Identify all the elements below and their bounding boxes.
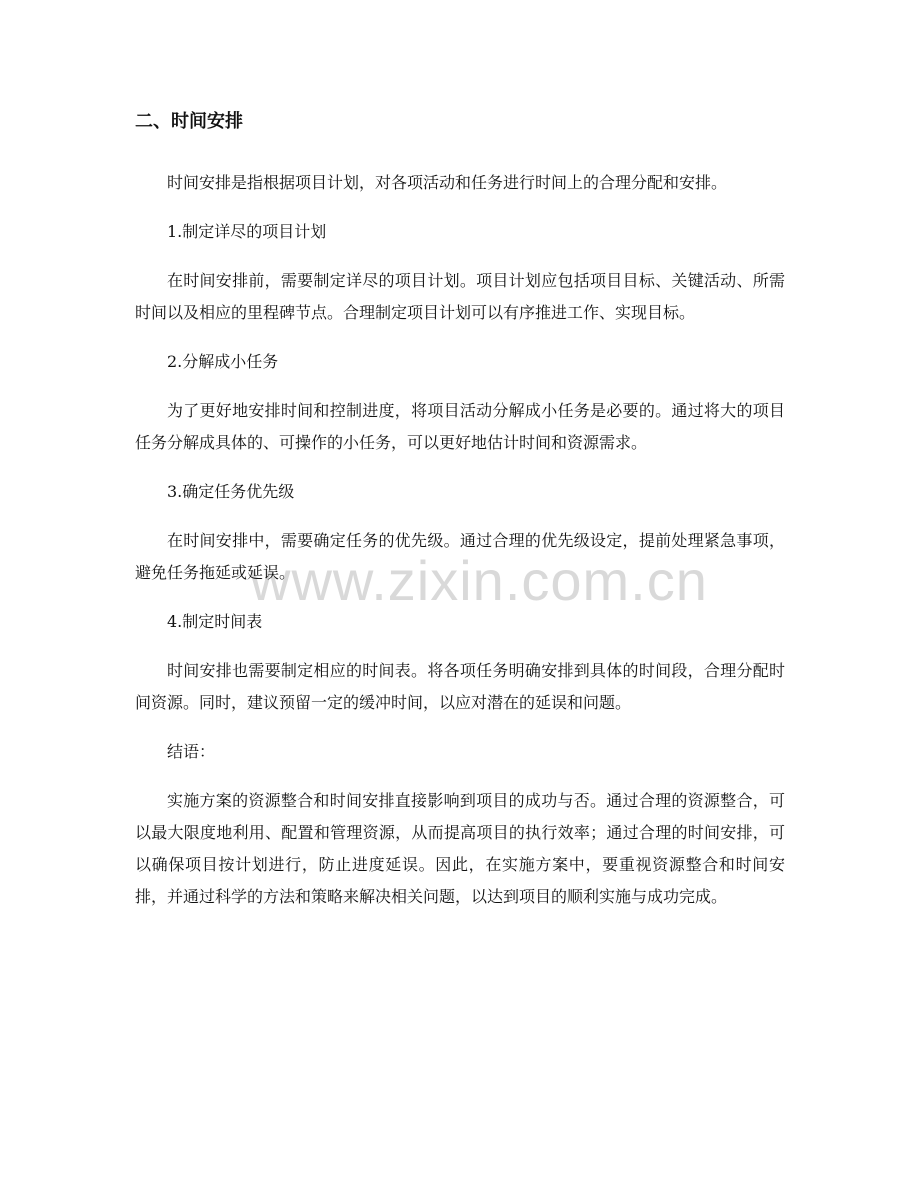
item-body-2: 为了更好地安排时间和控制进度，将项目活动分解成小任务是必要的。通过将大的项目任务分解成具体的、可操作的小任务，可以更好地估计时间和资源需求。 bbox=[135, 401, 785, 452]
item-title-4: 4.制定时间表 bbox=[167, 612, 263, 631]
section-heading: 二、时间安排 bbox=[135, 111, 243, 132]
item-title-2: 2.分解成小任务 bbox=[167, 352, 279, 371]
item-body-1: 在时间安排前，需要制定详尽的项目计划。项目计划应包括项目目标、关键活动、所需时间以及相应的里程碑节点。合理制定项目计划可以有序推进工作、实现目标。 bbox=[135, 271, 785, 322]
document-content bbox=[135, 106, 785, 930]
watermark: www.zixin.com.cn bbox=[250, 549, 708, 612]
item-title-1: 1.制定详尽的项目计划 bbox=[167, 222, 327, 241]
conclusion-title: 结语： bbox=[167, 742, 216, 761]
item-body-3: 在时间安排中，需要确定任务的优先级。通过合理的优先级设定，提前处理紧急事项，避免任务拖延或延误。 bbox=[135, 531, 785, 582]
item-body-4: 时间安排也需要制定相应的时间表。将各项任务明确安排到具体的时间段，合理分配时间资源。同时，建议预留一定的缓冲时间，以应对潜在的延误和问题。 bbox=[135, 661, 785, 712]
conclusion-body: 实施方案的资源整合和时间安排直接影响到项目的成功与否。通过合理的资源整合，可以最大限度地利用、配置和管理资源，从而提高项目的执行效率；通过合理的时间安排，可以确保项目按计划进行，防止进度延误。因此，在实施方案中，要重视资源整合和时间安排，并通过科学的方法和策略来解决相关问题，以达到项目的顺利实施与成功完成。 bbox=[135, 791, 785, 906]
section-intro: 时间安排是指根据项目计划，对各项活动和任务进行时间上的合理分配和安排。 bbox=[167, 173, 728, 192]
item-title-3: 3.确定任务优先级 bbox=[167, 482, 295, 501]
